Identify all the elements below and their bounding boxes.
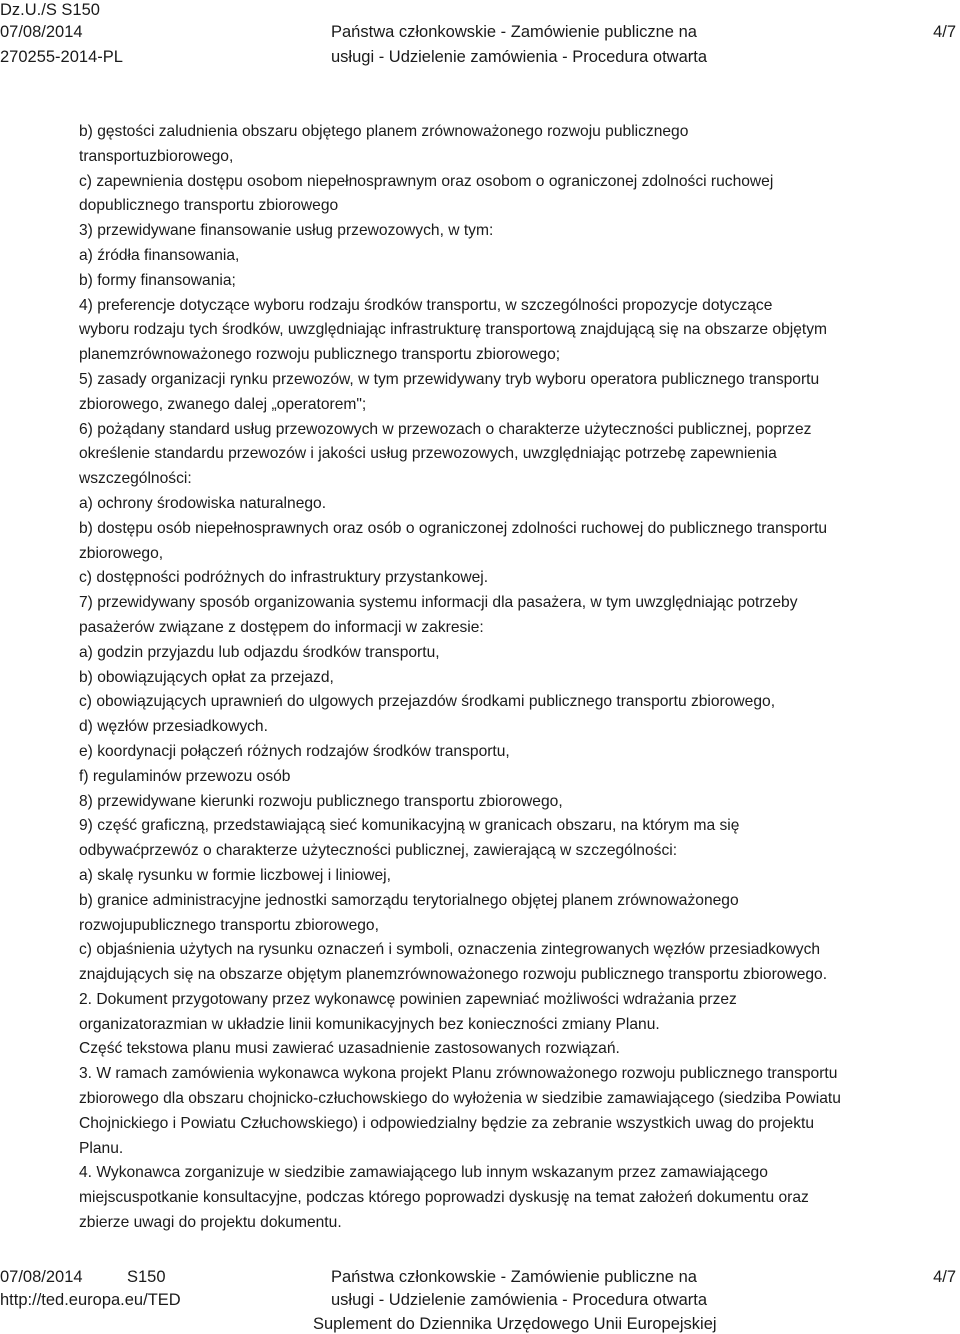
text-line: 3. W ramach zamówienia wykonawca wykona projekt Planu zrównoważonego rozwoju publicznego transportu xyxy=(79,1065,838,1083)
text-line: miejscuspotkanie konsultacyjne, podczas którego poprowadzi dyskusję na temat założeń dokumentu oraz xyxy=(79,1189,809,1207)
header-title-line1: Państwa członkowskie - Zamówienie publiczne na xyxy=(331,23,697,41)
text-line: 4. Wykonawca zorganizuje w siedzibie zamawiającego lub innym wskazanym przez zamawiającego xyxy=(79,1164,768,1182)
text-line: określenie standardu przewozów i jakości usług przewozowych, uwzględniając potrzebę zapewnienia xyxy=(79,445,777,463)
text-line: c) obowiązujących uprawnień do ulgowych przejazdów środkami publicznego transportu zbiorowego, xyxy=(79,693,776,711)
text-line: 7) przewidywany sposób organizowania systemu informacji dla pasażera, w tym uwzględniając potrzeby xyxy=(79,594,798,612)
text-line: 8) przewidywane kierunki rozwoju publicznego transportu zbiorowego, xyxy=(79,792,563,810)
text-line: zbiorowego, zwanego dalej „operatorem"; xyxy=(79,395,367,413)
text-line: Część tekstowa planu musi zawierać uzasadnienie zastosowanych rozwiązań. xyxy=(79,1040,620,1058)
text-line: f) regulaminów przewozu osób xyxy=(79,767,291,785)
text-line: zbiorowego, xyxy=(79,544,164,562)
journal-reference: Dz.U./S S150 xyxy=(0,1,100,19)
text-line: a) źródła finansowania, xyxy=(79,246,240,264)
footer-date: 07/08/2014 xyxy=(0,1268,83,1286)
header-title-line2: usługi - Udzielenie zamówienia - Procedura otwarta xyxy=(331,48,708,66)
document-body xyxy=(79,120,949,1236)
footer-title-line2: usługi - Udzielenie zamówienia - Procedura otwarta xyxy=(331,1291,708,1309)
text-line: planemzrównoważonego rozwoju publicznego transportu zbiorowego; xyxy=(79,346,561,364)
text-line: znajdujących się na obszarze objętym planemzrównoważonego rozwoju publicznego transportu zbiorowego. xyxy=(79,966,828,984)
text-line: a) godzin przyjazdu lub odjazdu środków transportu, xyxy=(79,643,440,661)
footer-url-link[interactable]: http://ted.europa.eu/TED xyxy=(0,1291,181,1309)
footer-page-number: 4/7 xyxy=(933,1268,956,1286)
text-line: 5) zasady organizacji rynku przewozów, w tym przewidywany tryb wyboru operatora publicznego transportu xyxy=(79,370,820,388)
text-line: odbywaćprzewóz o charakterze użyteczności publicznej, zawierającą w szczególności: xyxy=(79,842,678,860)
footer-title-line1: Państwa członkowskie - Zamówienie publiczne na xyxy=(331,1268,697,1286)
text-line: zbiorowego dla obszaru chojnicko-człuchowskiego do wyłożenia w siedzibie zamawiającego (siedziba Powiatu xyxy=(79,1090,841,1108)
text-line: wszczególności: xyxy=(79,470,192,488)
text-line: b) gęstości zaludnienia obszaru objętego planem zrównoważonego rozwoju publicznego xyxy=(79,123,689,140)
publication-date: 07/08/2014 xyxy=(0,23,83,41)
text-line: transportuzbiorowego, xyxy=(79,147,234,165)
text-line: b) formy finansowania; xyxy=(79,271,236,289)
text-line: c) zapewnienia dostępu osobom niepełnosprawnym oraz osobom o ograniczonej zdolności ruchowej xyxy=(79,172,774,190)
text-line: dopublicznego transportu zbiorowego xyxy=(79,197,339,215)
text-line: 4) preferencje dotyczące wyboru rodzaju środków transportu, w szczególności propozycje dotyczące xyxy=(79,296,773,314)
text-line: b) obowiązujących opłat za przejazd, xyxy=(79,668,334,686)
text-line: rozwojupublicznego transportu zbiorowego, xyxy=(79,916,379,934)
document-id: 270255-2014-PL xyxy=(0,48,123,66)
text-line: wyboru rodzaju tych środków, uwzględniając infrastrukturę transportową znajdującą się na obszarze objętym xyxy=(79,321,828,339)
text-line: d) węzłów przesiadkowych. xyxy=(79,718,268,736)
text-line: organizatorazmian w układzie linii komunikacyjnych bez konieczności zmiany Planu. xyxy=(79,1015,660,1033)
text-line: 2. Dokument przygotowany przez wykonawcę powinien zapewniać możliwości wdrażania przez xyxy=(79,990,737,1008)
text-line: c) objaśnienia użytych na rysunku oznaczeń i symboli, oznaczenia zintegrowanych węzłów przesiadkowych xyxy=(79,941,821,959)
text-line: b) granice administracyjne jednostki samorządu terytorialnego objętej planem zrównoważonego xyxy=(79,891,739,909)
text-line: 6) pożądany standard usług przewozowych w przewozach o charakterze użyteczności publicznej, poprzez xyxy=(79,420,812,438)
text-line: Planu. xyxy=(79,1139,124,1157)
text-line: Chojnickiego i Powiatu Człuchowskiego) i odpowiedzialny będzie za zebranie wszystkich uwag do projektu xyxy=(79,1114,815,1132)
text-line: 9) część graficzną, przedstawiającą sieć komunikacyjną w granicach obszaru, na którym ma się xyxy=(79,817,740,835)
text-line: b) dostępu osób niepełnosprawnych oraz osób o ograniczonej zdolności ruchowej do publicznego transportu xyxy=(79,519,828,537)
text-line: zbierze uwagi do projektu dokumentu. xyxy=(79,1214,342,1232)
text-line: a) skalę rysunku w formie liczbowej i liniowej, xyxy=(79,866,391,884)
text-line: a) ochrony środowiska naturalnego. xyxy=(79,494,327,512)
text-line: c) dostępności podróżnych do infrastruktury przystankowej. xyxy=(79,569,489,587)
text-line: 3) przewidywane finansowanie usług przewozowych, w tym: xyxy=(79,222,494,240)
text-line: e) koordynacji połączeń różnych rodzajów środków transportu, xyxy=(79,742,510,760)
text-line: pasażerów związane z dostępem do informacji w zakresie: xyxy=(79,618,484,636)
footer-supplement: Suplement do Dziennika Urzędowego Unii Europejskiej xyxy=(313,1315,717,1333)
footer-issue-number: S150 xyxy=(127,1268,166,1286)
page-number: 4/7 xyxy=(933,23,956,41)
